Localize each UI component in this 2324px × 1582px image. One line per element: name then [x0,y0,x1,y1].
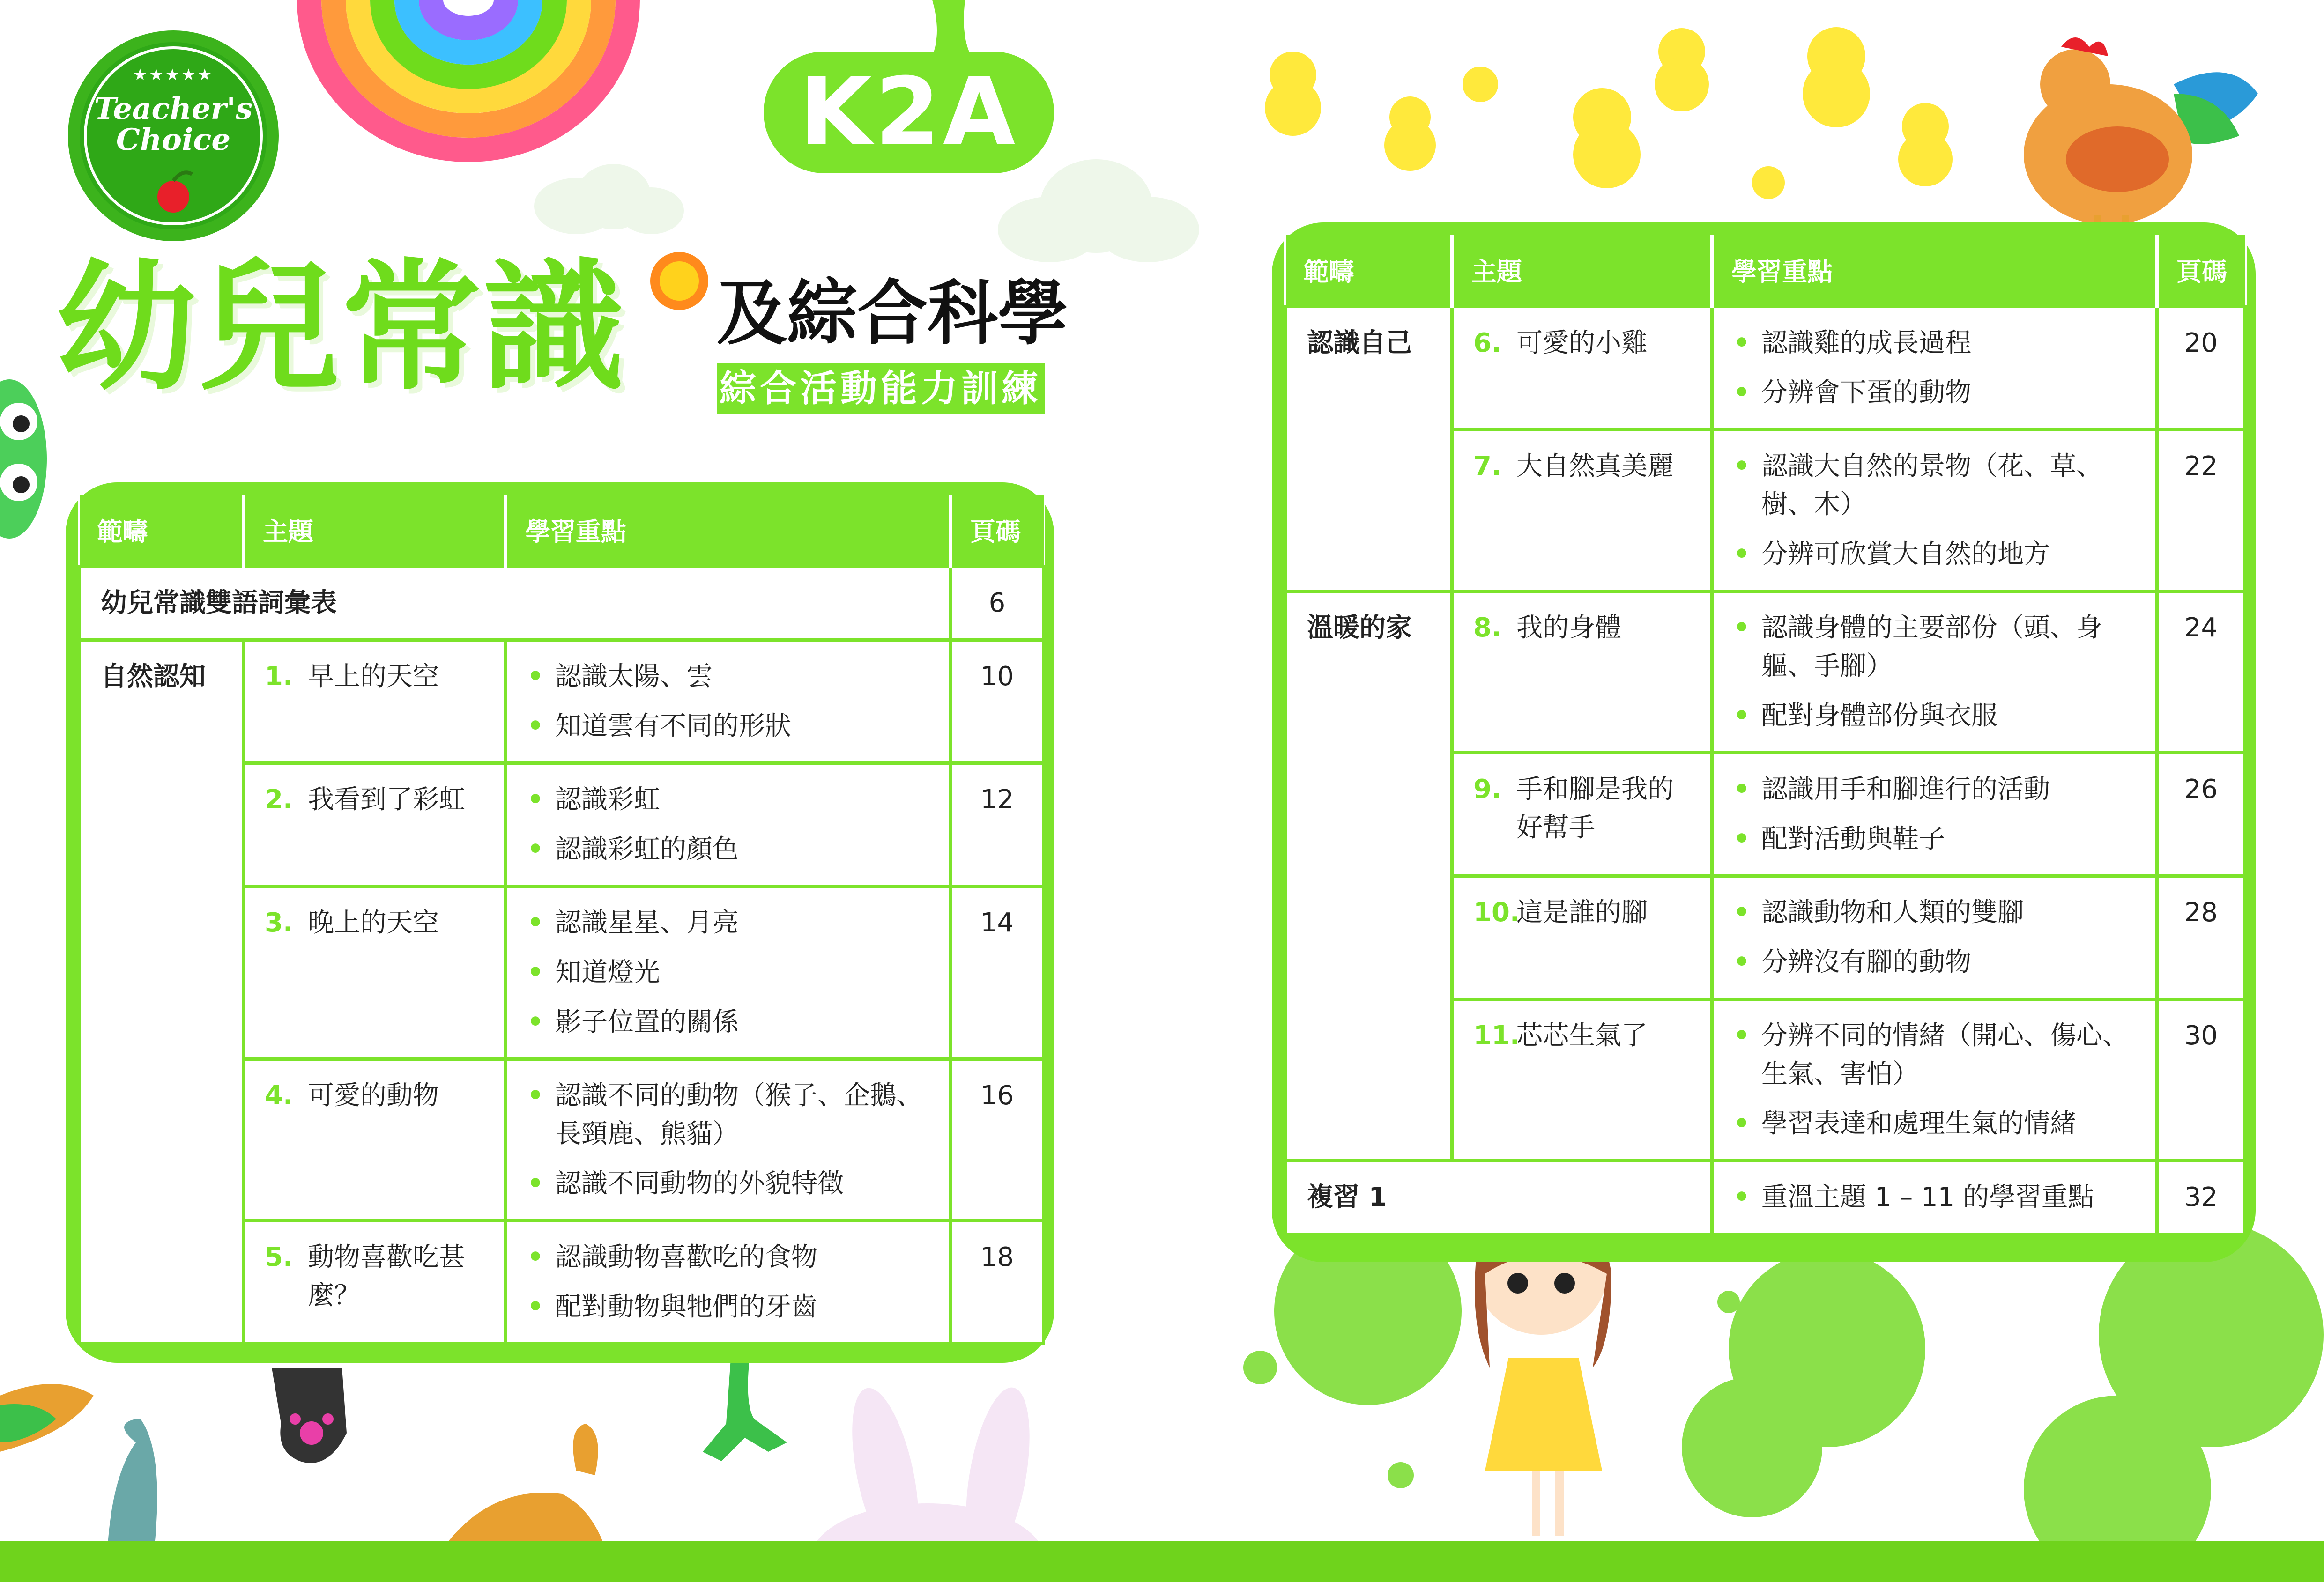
page-number: 6 [951,567,1044,640]
header-category: 範疇 [1286,235,1452,307]
topic-number: 11. [1473,1020,1520,1051]
focus-cell [506,640,951,763]
table-row [1286,1161,2245,1235]
topic-title: 我的身體 [1516,613,1621,643]
sun-icon [650,252,708,310]
rooster-illustration [2024,37,2258,244]
focus-point: 認識彩虹的顏色 [555,834,739,865]
bullet-icon: • [527,1007,544,1037]
bullet-icon: • [1733,613,1750,643]
page-number: 26 [2157,753,2245,876]
focus-point: 分辨可欣賞大自然的地方 [1761,539,2050,569]
focus-cell [506,887,951,1059]
page-number: 20 [2157,307,2245,430]
topic-cell [1452,876,1712,999]
topic-title: 可愛的小雞 [1516,328,1648,358]
focus-point: 認識動物喜歡吃的食物 [555,1242,817,1272]
contents-table [78,495,1045,1345]
book-subtitle: 及綜合科學 [717,273,1069,355]
focus-point: 分辨會下蛋的動物 [1761,377,1971,408]
focus-point: 認識動物和人類的雙腳 [1761,897,2024,928]
focus-point: 認識不同的動物（猴子、企鵝、長頸鹿、熊貓） [555,1080,922,1149]
focus-cell [506,1059,951,1221]
focus-cell [1712,999,2157,1161]
focus-cell [506,763,951,887]
right-contents-table [1272,222,2256,1262]
focus-point: 學習表達和處理生氣的情緒 [1761,1109,2076,1139]
contents-table [1284,235,2247,1236]
topic-cell [244,763,506,887]
focus-cell [1712,876,2157,999]
topic-number: 4. [265,1080,293,1111]
topic-number: 2. [265,784,293,815]
topic-title: 手和腳是我的好幫手 [1516,774,1674,843]
topic-title: 早上的天空 [308,661,439,692]
topic-cell [244,887,506,1059]
focus-cell [1712,430,2157,591]
bullet-icon: • [527,908,544,938]
category-label: 溫暖的家 [1286,591,1452,1161]
topic-cell [1452,591,1712,753]
focus-point: 配對動物與牠們的牙齒 [555,1292,817,1322]
header-topic: 主題 [1452,235,1712,307]
topic-number: 5. [265,1242,293,1272]
bullet-icon: • [527,1080,544,1111]
book-title: 幼兒常識 [56,246,626,409]
badge-line-2: Choice [116,122,231,157]
page-number: 10 [951,640,1044,763]
bullet-icon: • [1733,328,1750,358]
topic-cell [244,1221,506,1344]
header-category: 範疇 [80,495,244,567]
bullet-icon: • [1733,824,1750,854]
teachers-choice-badge-text [75,91,272,157]
badge-stars: ★★★★★ [133,66,214,84]
table-row [80,640,1044,763]
page-number: 22 [2157,430,2245,591]
page-number: 24 [2157,591,2245,753]
bullet-icon: • [1733,774,1750,805]
topic-number: 8. [1473,613,1502,643]
table-header-row [1286,235,2245,307]
bullet-icon: • [527,1168,544,1199]
bullet-icon: • [527,957,544,988]
bottom-grass-strip [0,1541,2324,1582]
topic-title: 晚上的天空 [308,908,439,938]
chick-illustrations [1265,27,1953,199]
bullet-icon: • [527,661,544,692]
frog-illustration [0,379,47,539]
focus-point: 認識不同動物的外貌特徵 [555,1168,844,1199]
bullet-icon: • [1733,1109,1750,1139]
table-header-row [80,495,1044,567]
topic-title: 大自然真美麗 [1516,451,1674,481]
topic-cell [1452,753,1712,876]
bottom-right-illustrations [1243,1208,2324,1582]
bullet-icon: • [1733,897,1750,928]
focus-cell [1712,753,2157,876]
page-number: 18 [951,1221,1044,1344]
topic-cell [1452,307,1712,430]
topic-cell [1452,430,1712,591]
bullet-icon: • [527,1242,544,1272]
topic-number: 6. [1473,328,1502,358]
bullet-icon: • [1733,1182,1750,1212]
focus-point: 分辨沒有腳的動物 [1761,947,1971,977]
header-topic: 主題 [244,495,506,567]
bullet-icon: • [1733,451,1750,481]
page-number: 16 [951,1059,1044,1221]
bullet-icon: • [1733,701,1750,731]
focus-point: 認識彩虹 [555,784,660,815]
page-number: 32 [2157,1161,2245,1235]
topic-number: 9. [1473,774,1502,805]
topic-cell [244,640,506,763]
focus-point: 認識身體的主要部份（頭、身軀、手腳） [1761,613,2102,681]
badge-line-1: Teacher's [94,91,253,126]
table-row [1286,591,2245,753]
topic-title: 我看到了彩虹 [308,784,465,815]
focus-point: 分辨不同的情緒（開心、傷心、生氣、害怕） [1761,1020,2129,1089]
topic-title: 可愛的動物 [308,1080,439,1111]
page-number: 28 [2157,876,2245,999]
focus-point: 知道雲有不同的形狀 [555,711,791,741]
cloud-decoration [534,159,1199,262]
focus-cell [506,1221,951,1344]
topic-number: 1. [265,661,293,692]
review-label: 複習 1 [1286,1161,1712,1235]
topic-number: 10. [1473,897,1520,928]
bullet-icon: • [527,1292,544,1322]
category-label: 自然認知 [80,640,244,1344]
topic-title: 動物喜歡吃甚麼？ [308,1242,465,1311]
header-focus: 學習重點 [1712,235,2157,307]
table-row [1286,307,2245,430]
header-page: 頁碼 [2157,235,2245,307]
book-tagline: 綜合活動能力訓練 [717,363,1045,414]
bullet-icon: • [527,834,544,865]
focus-cell [1712,591,2157,753]
focus-point: 配對身體部份與衣服 [1761,701,1997,731]
bullet-icon: • [1733,947,1750,977]
bullet-icon: • [527,711,544,741]
rainbow-illustration [309,0,628,150]
focus-point: 認識太陽、雲 [555,661,713,692]
focus-point: 認識用手和腳進行的活動 [1761,774,2050,805]
page-number: 14 [951,887,1044,1059]
left-contents-table [66,482,1054,1363]
level-badge: K2A [764,52,1054,173]
topic-cell [244,1059,506,1221]
focus-point: 影子位置的關係 [555,1007,739,1037]
bullet-icon: • [1733,377,1750,408]
focus-point: 配對活動與鞋子 [1761,824,1945,854]
topic-cell [1452,999,1712,1161]
focus-point: 認識星星、月亮 [555,908,739,938]
page-number: 12 [951,763,1044,887]
focus-point: 認識大自然的景物（花、草、樹、木） [1761,451,2102,520]
focus-cell [1712,307,2157,430]
focus-cell [1712,1161,2157,1235]
topic-title: 芯芯生氣了 [1516,1020,1648,1051]
topic-number: 3. [265,908,293,938]
page-number: 30 [2157,999,2245,1161]
focus-point: 重溫主題 1 – 11 的學習重點 [1761,1182,2094,1212]
header-page: 頁碼 [951,495,1044,567]
bullet-icon: • [527,784,544,815]
vocab-row-label: 幼兒常識雙語詞彙表 [80,567,951,640]
topic-title: 這是誰的腳 [1516,897,1648,928]
focus-point: 知道燈光 [555,957,660,988]
header-focus: 學習重點 [506,495,951,567]
bullet-icon: • [1733,539,1750,569]
focus-point: 認識雞的成長過程 [1761,328,1971,358]
bullet-icon: • [1733,1020,1750,1051]
topic-number: 7. [1473,451,1502,481]
category-label: 認識自己 [1286,307,1452,591]
table-row [80,567,1044,640]
